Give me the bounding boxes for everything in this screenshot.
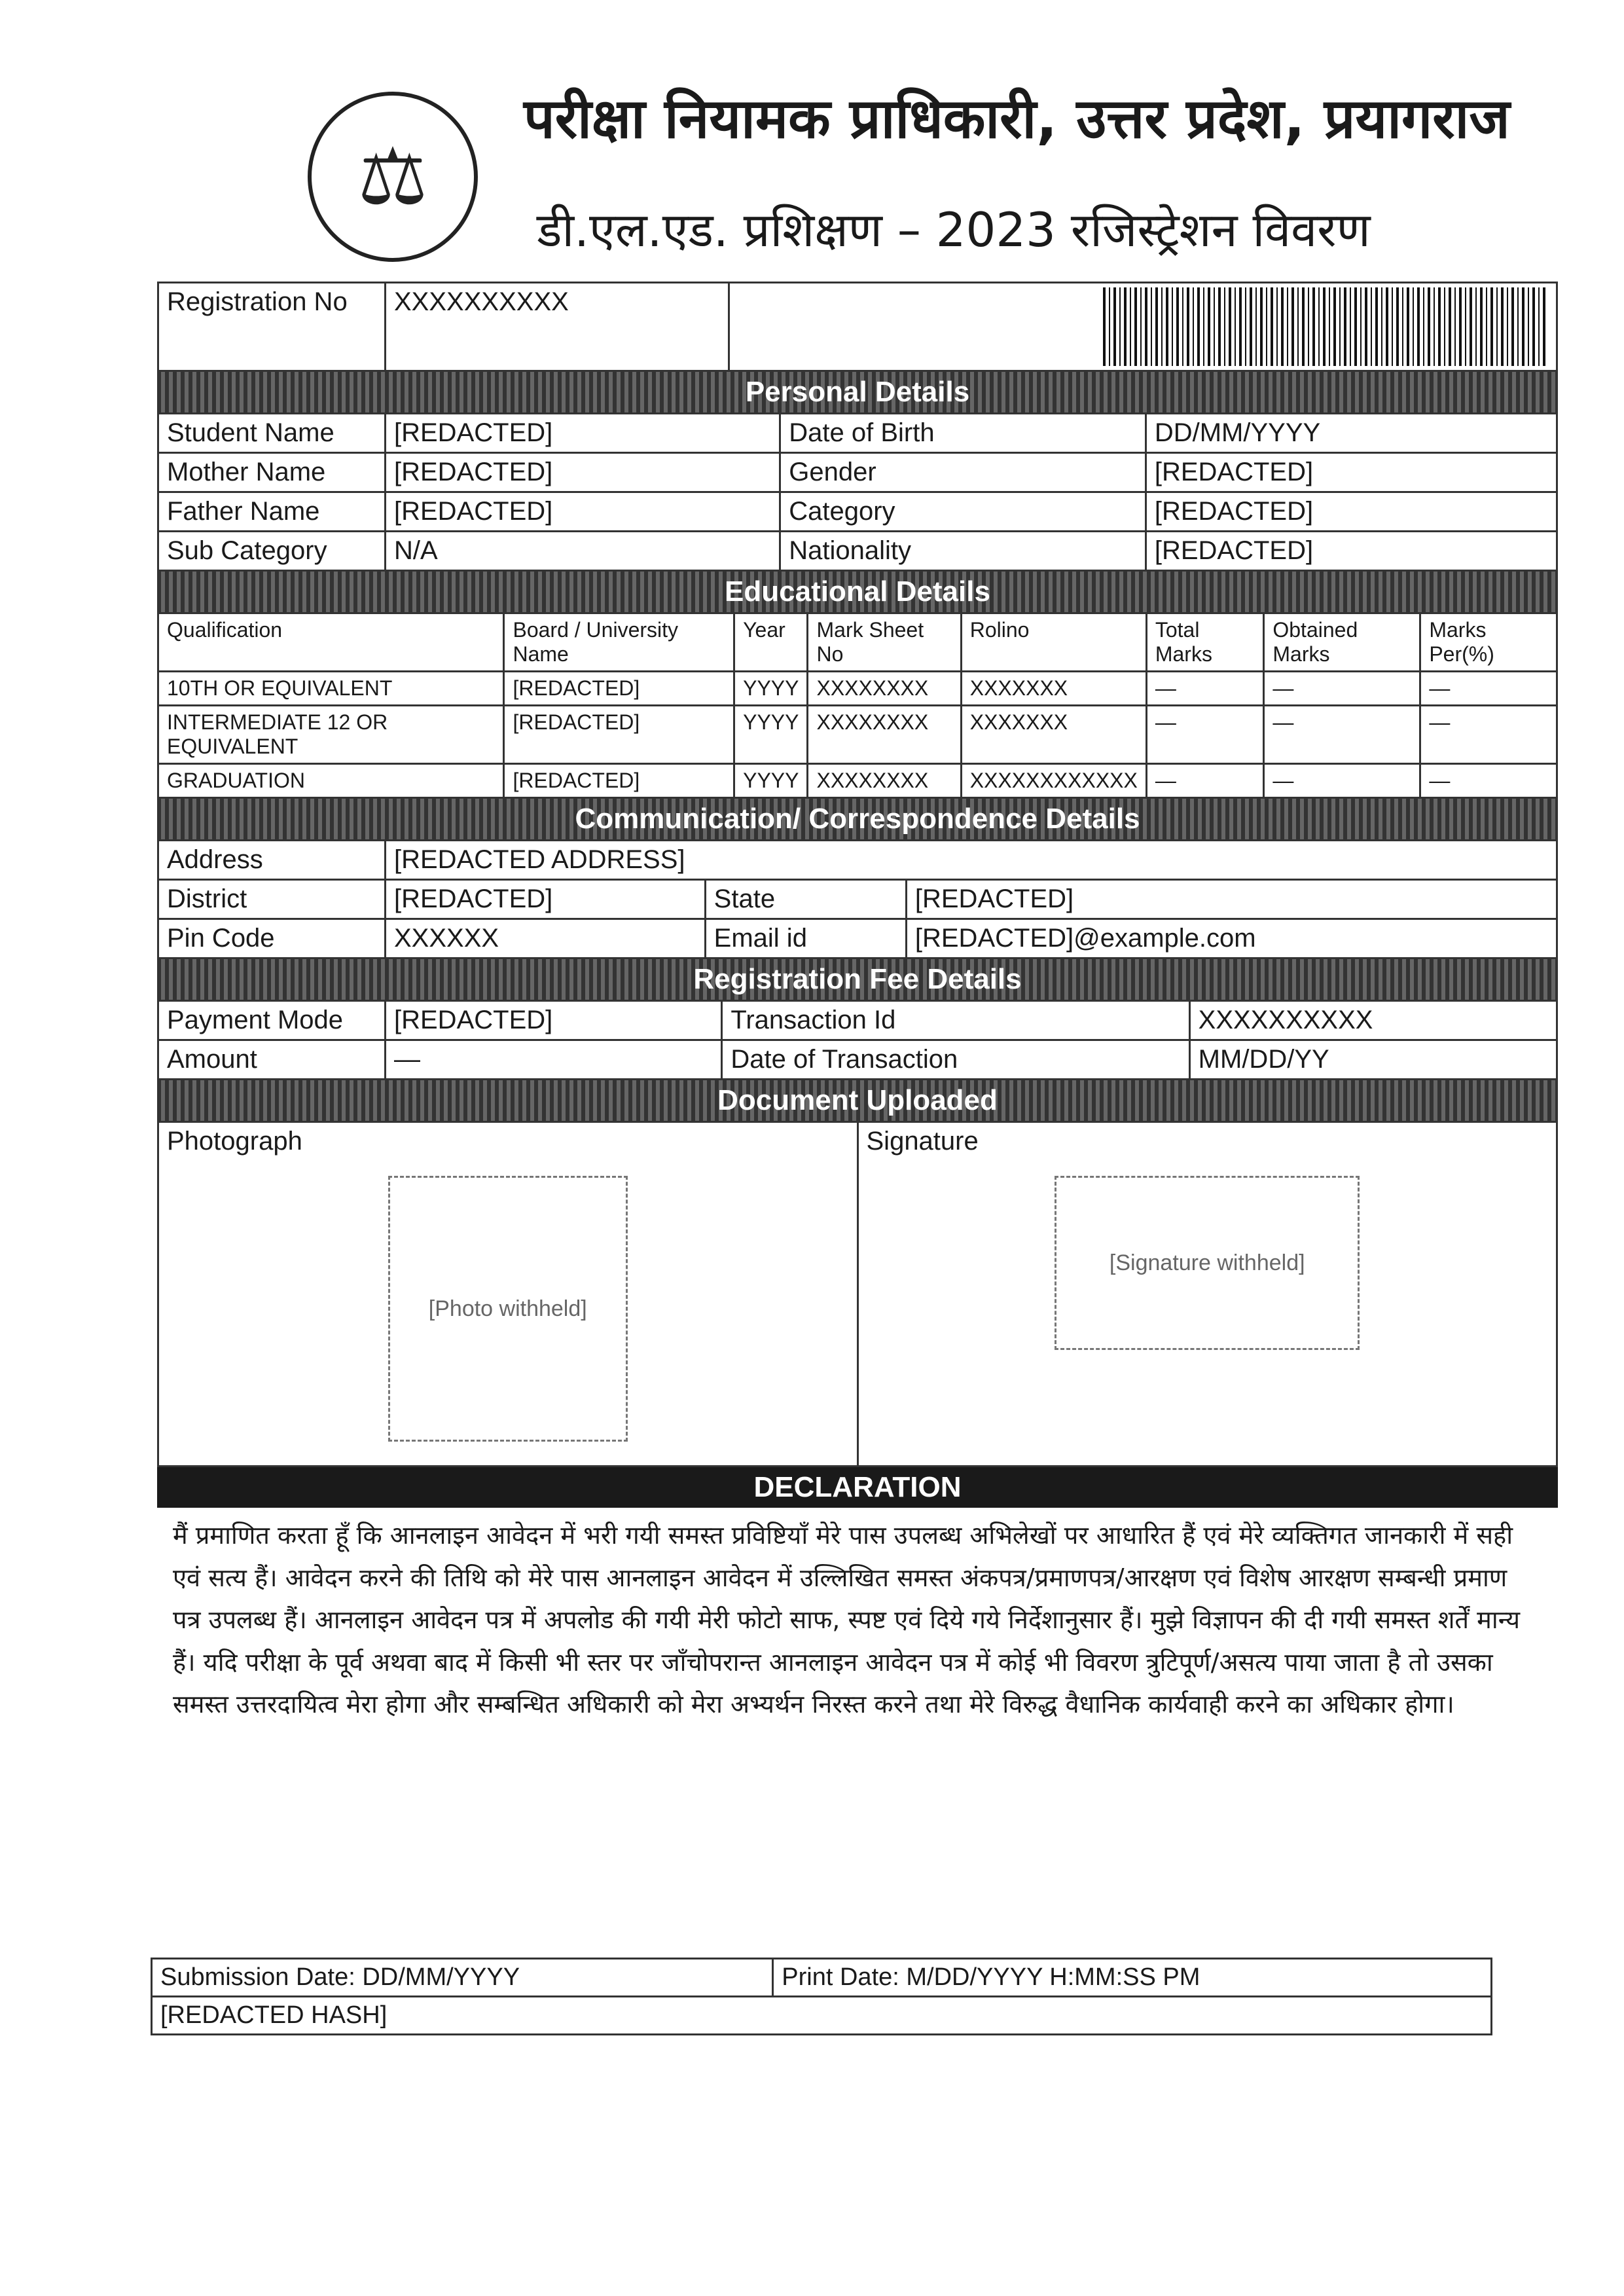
declaration-text: मैं प्रमाणित करता हूँ कि आनलाइन आवेदन में भरी गयी समस्त प्रविष्टियाँ मेरे पास उपलब्ध अभिलेखों पर आधारित हैं एवं मेरे व्यक्तिगत जानकारी में सही एवं सत्य हैं। आवेदन करने की तिथि को मेरे पास आनलाइन आवेदन में उल्लिखित समस्त अंकपत्र/प्रमाणपत्र/आरक्षण एवं विशेष आरक्षण सम्बन्धी प्रमाण पत्र उपलब्ध हैं। आनलाइन आवेदन पत्र में अपलोड की गयी मेरी फोटो साफ, स्पष्ट एवं दिये गये निर्देशानुसार हैं। मुझे विज्ञापन की दी गयी समस्त शर्तें मान्य हैं। यदि परीक्षा के पूर्व अथवा बाद में किसी भी स्तर पर जाँचोपरान्त आनलाइन आवेदन पत्र में कोई भी विवरण त्रुटिपूर्ण/असत्य पाया जाता है तो उसका समस्त उत्तरदायित्व मेरा होगा और सम्बन्धित अधिकारी को मेरा अभ्यर्थन निरस्त करने तथा मेरे विरुद्ध वैधानिक कार्यवाही करने का अधिकार होगा। — [173, 1521, 1520, 1719]
education-cell: — — [1146, 672, 1264, 706]
section-communication: Communication/ Correspondence Details — [157, 799, 1558, 839]
education-header: Total Marks — [1146, 613, 1264, 672]
category-value: [REDACTED] — [1146, 492, 1557, 532]
education-cell: — — [1264, 672, 1420, 706]
education-header: Rolino — [961, 613, 1146, 672]
email-value: [REDACTED]@example.com — [906, 919, 1557, 958]
education-header: Obtained Marks — [1264, 613, 1420, 672]
education-cell: — — [1420, 706, 1557, 764]
state-label: State — [705, 880, 906, 919]
education-cell: [REDACTED] — [504, 706, 734, 764]
education-cell: — — [1420, 764, 1557, 798]
dob-label: Date of Birth — [780, 414, 1146, 453]
print-date: Print Date: M/DD/YYYY H:MM:SS PM — [773, 1959, 1492, 1997]
education-header: Qualification — [158, 613, 504, 672]
transaction-id-label: Transaction Id — [722, 1001, 1189, 1040]
education-header: Year — [734, 613, 808, 672]
education-cell: — — [1146, 764, 1264, 798]
father-name-label: Father Name — [158, 492, 386, 532]
education-cell: XXXXXXX — [961, 706, 1146, 764]
education-cell: YYYY — [734, 706, 808, 764]
mother-name-value: [REDACTED] — [386, 453, 780, 492]
fee-table — [157, 1000, 1558, 1080]
photo-placeholder: [Photo withheld] — [388, 1176, 628, 1442]
communication-table — [157, 839, 1558, 959]
mother-name-label: Mother Name — [158, 453, 386, 492]
section-declaration: DECLARATION — [157, 1467, 1558, 1508]
amount-value: — — [386, 1040, 722, 1080]
state-value: [REDACTED] — [906, 880, 1557, 919]
district-label: District — [158, 880, 386, 919]
gender-value: [REDACTED] — [1146, 453, 1557, 492]
education-row — [158, 706, 1557, 764]
education-cell: — — [1264, 764, 1420, 798]
section-personal: Personal Details — [157, 372, 1558, 412]
education-header: Marks Per(%) — [1420, 613, 1557, 672]
student-name-label: Student Name — [158, 414, 386, 453]
father-name-value: [REDACTED] — [386, 492, 780, 532]
personal-table — [157, 412, 1558, 572]
footer — [151, 1958, 1492, 2035]
gender-label: Gender — [780, 453, 1146, 492]
barcode — [1103, 287, 1548, 366]
student-name-value: [REDACTED] — [386, 414, 780, 453]
dob-value: DD/MM/YYYY — [1146, 414, 1557, 453]
education-cell: INTERMEDIATE 12 OR EQUIVALENT — [158, 706, 504, 764]
education-cell: YYYY — [734, 672, 808, 706]
education-cell: [REDACTED] — [504, 764, 734, 798]
photo-label: Photograph — [167, 1127, 302, 1156]
address-label: Address — [158, 841, 386, 880]
document-hash: [REDACTED HASH] — [152, 1997, 1492, 2035]
payment-mode-value: [REDACTED] — [386, 1001, 722, 1040]
documents-table — [157, 1121, 1558, 1467]
section-fee: Registration Fee Details — [157, 959, 1558, 1000]
pin-label: Pin Code — [158, 919, 386, 958]
education-row — [158, 764, 1557, 798]
nationality-value: [REDACTED] — [1146, 532, 1557, 571]
education-cell: [REDACTED] — [504, 672, 734, 706]
amount-label: Amount — [158, 1040, 386, 1080]
submission-date: Submission Date: DD/MM/YYYY — [152, 1959, 773, 1997]
section-documents: Document Uploaded — [157, 1080, 1558, 1121]
nationality-label: Nationality — [780, 532, 1146, 571]
registration-no-label: Registration No — [158, 283, 386, 371]
address-value: [REDACTED ADDRESS] — [386, 841, 1557, 880]
page-subtitle: डी.एल.एड. प्रशिक्षण – 2023 रजिस्ट्रेशन विवरण — [537, 202, 1371, 257]
sub-category-label: Sub Category — [158, 532, 386, 571]
education-cell: XXXXXXXX — [808, 672, 961, 706]
category-label: Category — [780, 492, 1146, 532]
signature-label: Signature — [866, 1127, 979, 1156]
registration-no-value: XXXXXXXXXX — [386, 283, 729, 371]
page-title: परीक्षा नियामक प्राधिकारी, उत्तर प्रदेश, प्रयागराज — [524, 86, 1510, 151]
education-cell: GRADUATION — [158, 764, 504, 798]
pin-value: XXXXXX — [386, 919, 706, 958]
education-header: Mark Sheet No — [808, 613, 961, 672]
education-cell: 10TH OR EQUIVALENT — [158, 672, 504, 706]
education-cell: YYYY — [734, 764, 808, 798]
education-table — [157, 612, 1558, 799]
district-value: [REDACTED] — [386, 880, 706, 919]
education-cell: — — [1146, 706, 1264, 764]
education-cell: XXXXXXXX — [808, 764, 961, 798]
education-cell: — — [1264, 706, 1420, 764]
education-cell: XXXXXXX — [961, 672, 1146, 706]
sub-category-value: N/A — [386, 532, 780, 571]
education-cell: XXXXXXXX — [808, 706, 961, 764]
signature-placeholder: [Signature withheld] — [1055, 1176, 1360, 1350]
transaction-date-value: MM/DD/YY — [1189, 1040, 1557, 1080]
email-label: Email id — [705, 919, 906, 958]
education-header: Board / University Name — [504, 613, 734, 672]
payment-mode-label: Payment Mode — [158, 1001, 386, 1040]
section-educational: Educational Details — [157, 572, 1558, 612]
education-row — [158, 672, 1557, 706]
emblem-icon: ⚖ — [308, 92, 478, 262]
education-cell: XXXXXXXXXXXX — [961, 764, 1146, 798]
transaction-date-label: Date of Transaction — [722, 1040, 1189, 1080]
education-cell: — — [1420, 672, 1557, 706]
transaction-id-value: XXXXXXXXXX — [1189, 1001, 1557, 1040]
registration-form — [157, 282, 1558, 1732]
